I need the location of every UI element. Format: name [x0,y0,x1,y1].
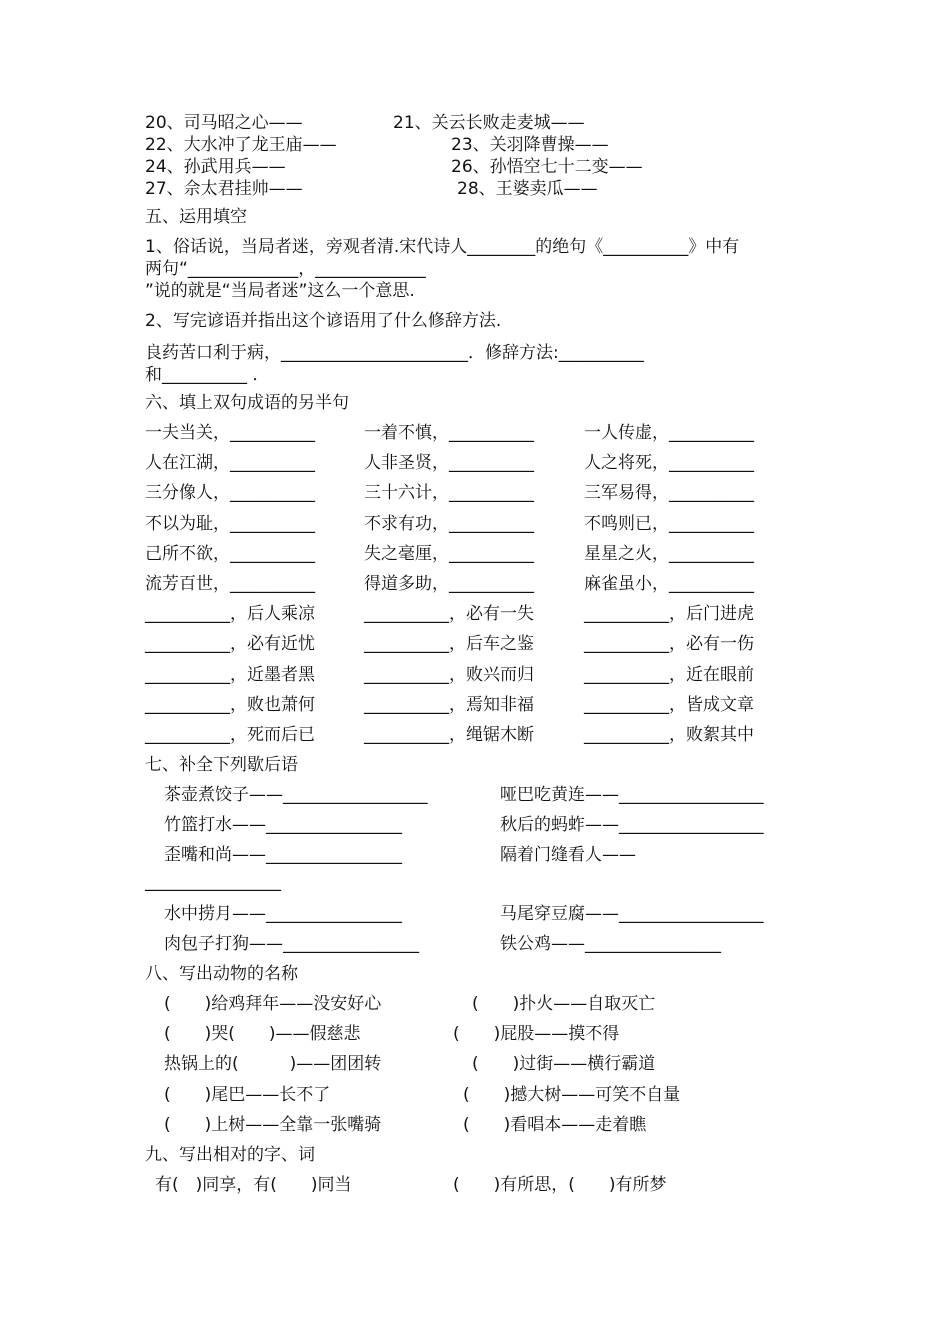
xiehouyu-fill-item: 秋后的蚂蚱——_________________ [500,815,764,836]
idiom-cell: __________，绳锯木断 [364,724,534,745]
idiom-cell: __________，皆成文章 [584,694,754,715]
animal-row [145,1110,825,1140]
idiom-cell: __________，后门进虎 [584,604,754,625]
animal-item: ( )尾巴——长不了 [164,1084,331,1105]
xiehouyu-fill-row [145,929,825,959]
idiom-cell: 一夫当关，__________ [145,423,315,443]
section-5-q1-line: ”说的就是“当局者迷”这么一个意思. [145,281,415,301]
section-5-q2-answer [145,342,825,386]
idiom-row [145,539,825,569]
section-5-q2-line: 良药苦口利于病，______________________．修辞方法:__________ [145,343,644,363]
idiom-row [145,599,825,629]
xiehouyu-row [145,178,825,200]
idiom-row [145,660,825,690]
section-6-title: 六、填上双句成语的另半句 [145,393,349,413]
idiom-cell: 不以为耻，__________ [145,513,315,534]
idiom-cell: __________，败兴而归 [364,664,534,685]
xiehouyu-row [145,112,825,134]
section-8-title: 八、写出动物的名称 [145,964,298,984]
animal-row [145,1080,825,1110]
xiehouyu-fill-row [145,810,825,840]
xiehouyu-row [145,156,825,178]
xiehouyu-item: 28、王婆卖瓜—— [457,179,598,199]
opposite-row [145,1170,825,1200]
animal-item: ( )过街——横行霸道 [472,1054,656,1075]
xiehouyu-fill-item: 隔着门缝看人—— [500,845,636,866]
animal-item: ( )上树——全靠一张嘴骑 [164,1114,382,1135]
idiom-cell: 人非圣贤，__________ [364,453,534,474]
idiom-row [145,690,825,720]
idiom-row [145,448,825,478]
xiehouyu-item: 23、关羽降曹操—— [451,135,609,155]
idiom-row [145,509,825,539]
opposite-item: 有( )同享，有( )同当 [155,1174,352,1195]
idiom-cell: 不求有功，__________ [364,513,534,534]
idiom-cell: 流芳百世，__________ [145,573,315,594]
opposite-item: ( )有所思，( )有所梦 [453,1174,667,1195]
idiom-cell: __________，败也萧何 [145,694,315,715]
xiehouyu-item: 22、大水冲了龙王庙—— [145,135,337,155]
idiom-cell: 人在江湖，__________ [145,453,315,474]
xiehouyu-fill-item: 马尾穿豆腐——_________________ [500,903,764,924]
idiom-row [145,720,825,750]
animal-item: ( )哭( )——假慈悲 [164,1024,361,1045]
idiom-cell: __________，必有近忧 [145,634,315,655]
idiom-row [145,418,825,448]
xiehouyu-fill-item: 歪嘴和尚——________________ [164,845,402,866]
idiom-cell: __________，死而后已 [145,724,315,745]
idiom-cell: 失之毫厘，__________ [364,543,534,564]
idiom-row [145,478,825,508]
section-5-q2-line: 和__________ ． [145,365,270,385]
idiom-cell: 星星之火，__________ [584,543,754,564]
section-5-q1-line: 两句“_____________，_____________ [145,259,426,279]
idiom-cell: __________，近墨者黑 [145,664,315,685]
idiom-cell: __________，后人乘凉 [145,604,315,625]
animal-row [145,1049,825,1079]
idiom-cell: 三分像人，__________ [145,483,315,504]
animal-item: 热锅上的( )——团团转 [164,1054,382,1075]
section-5-title: 五、运用填空 [145,207,247,227]
animal-item: ( )撼大树——可笑不自量 [463,1084,681,1105]
animal-list [145,989,825,1140]
idiom-cell: __________，近在眼前 [584,664,754,685]
idiom-grid [145,418,825,750]
idiom-row [145,629,825,659]
idiom-cell: 三军易得，__________ [584,483,754,504]
worksheet-page [145,112,825,1200]
xiehouyu-fill-item: 茶壶煮饺子——_________________ [164,785,428,806]
xiehouyu-row [145,134,825,156]
xiehouyu-fill-item: 水中捞月——________________ [164,903,402,924]
xiehouyu-item: 20、司马昭之心—— [145,113,303,133]
xiehouyu-fill-item: 哑巴吃黄连——_________________ [500,785,764,806]
section-5-q2: 2、写完谚语并指出这个谚语用了什么修辞方法. [145,311,502,331]
xiehouyu-item: 21、关云长败走麦城—— [393,113,585,133]
xiehouyu-fill-item: 竹篮打水——________________ [164,815,402,836]
idiom-cell: 不鸣则已，__________ [584,513,754,534]
section-5-q1-line: 1、俗话说，当局者迷，旁观者清.宋代诗人________的绝句《__________》中有 [145,237,740,257]
xiehouyu-item: 24、孙武用兵—— [145,157,286,177]
idiom-cell: 人之将死，__________ [584,453,754,474]
idiom-cell: 一着不慎，__________ [364,423,534,443]
idiom-cell: __________，必有一失 [364,604,534,625]
xiehouyu-fill-row [145,840,825,870]
xiehouyu-item: 26、孙悟空七十二变—— [451,157,643,177]
idiom-cell: __________，败絮其中 [584,724,754,745]
idiom-cell: 己所不欲，__________ [145,543,315,564]
xiehouyu-fill-row [145,899,825,929]
animal-row [145,1019,825,1049]
section-7-title: 七、补全下列歇后语 [145,755,298,776]
section-9-title: 九、写出相对的字、词 [145,1144,315,1165]
animal-item: ( )看唱本——走着瞧 [463,1114,647,1135]
xiehouyu-fill-row [145,780,825,810]
xiehouyu-fill-continuation: ________________ [145,871,281,892]
idiom-cell: 麻雀虽小，__________ [584,573,754,594]
xiehouyu-fill-item: 铁公鸡——________________ [500,933,721,954]
idiom-cell: __________，后车之鉴 [364,634,534,655]
animal-item: ( )扑火——自取灭亡 [472,994,656,1014]
xiehouyu-list [145,112,825,200]
idiom-cell: 一人传虚，__________ [584,423,754,443]
animal-row [145,989,825,1019]
idiom-cell: __________，必有一伤 [584,634,754,655]
xiehouyu-fill [145,780,825,959]
xiehouyu-item: 27、佘太君挂帅—— [145,179,303,199]
xiehouyu-fill-row [145,871,825,897]
xiehouyu-fill-item: 肉包子打狗——________________ [164,933,419,954]
section-5-q1 [145,236,825,302]
animal-item: ( )屁股——摸不得 [453,1024,620,1045]
idiom-row [145,569,825,599]
idiom-cell: __________，焉知非福 [364,694,534,715]
animal-item: ( )给鸡拜年——没安好心 [164,994,382,1014]
idiom-cell: 得道多助，__________ [364,573,534,594]
idiom-cell: 三十六计，__________ [364,483,534,504]
